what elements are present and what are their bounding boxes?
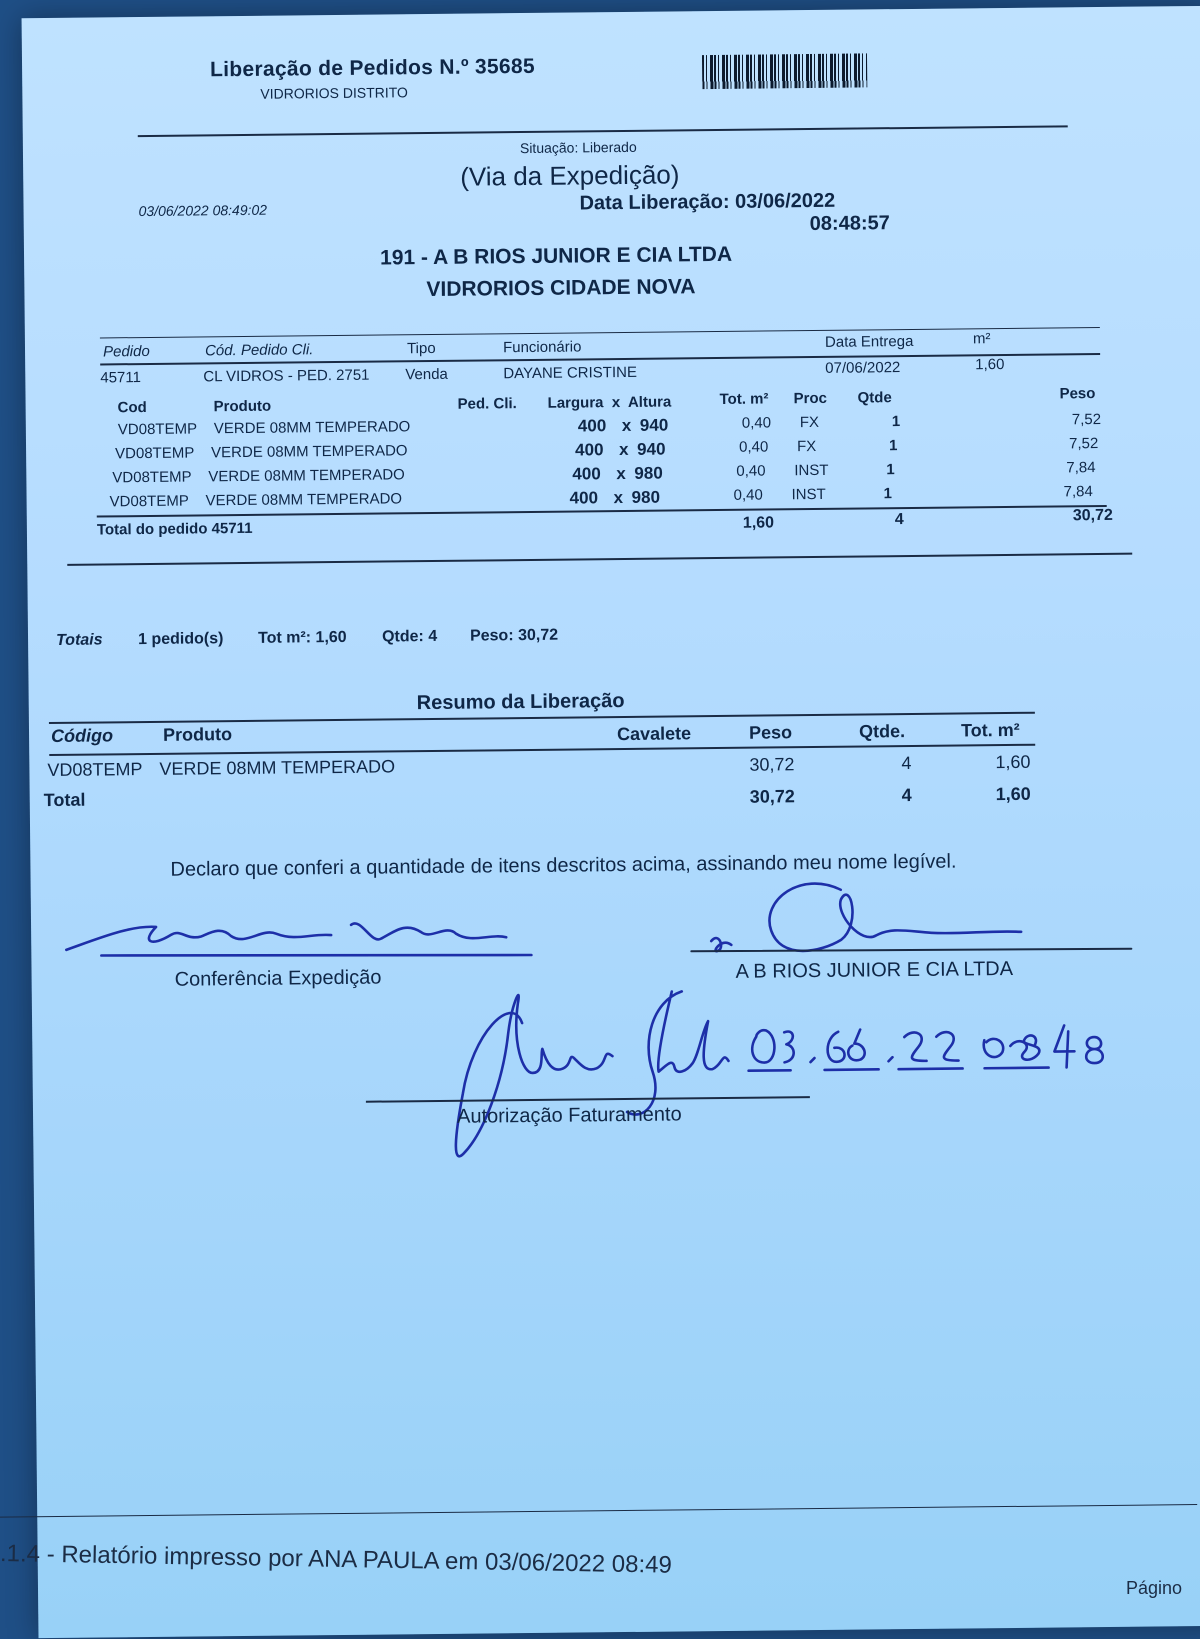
item-produto: VERDE 08MM TEMPERADO	[213, 418, 411, 438]
via-label: (Via da Expedição)	[460, 159, 680, 192]
item-cod: VD08TEMP	[112, 468, 192, 487]
item-tot-m2: 0,40	[741, 414, 772, 432]
resumo-row-qtde: 4	[901, 752, 912, 774]
declaration-text: Declaro que conferi a quantidade de itens descritos acima, assinando meu nome legível.	[170, 850, 957, 881]
hora-liberacao: 08:48:57	[809, 212, 890, 236]
item-produto: VERDE 08MM TEMPERADO	[211, 442, 408, 462]
col-cod: Cod	[117, 398, 147, 417]
item-proc: INST	[791, 485, 826, 504]
order-funcionario: DAYANE CRISTINE	[503, 363, 638, 383]
cliente-label: A B RIOS JUNIOR E CIA LTDA	[735, 957, 1014, 983]
signature-cliente	[691, 867, 1132, 962]
col-m2: m²	[972, 330, 991, 348]
handwritten-date	[748, 1015, 1129, 1079]
item-proc: INST	[794, 461, 829, 480]
item-produto: VERDE 08MM TEMPERADO	[205, 490, 403, 510]
resumo-col-qtde: Qtde.	[858, 721, 906, 742]
item-proc: FX	[799, 413, 820, 432]
resumo-row-codigo: VD08TEMP	[47, 759, 143, 781]
item-proc: FX	[796, 437, 817, 456]
resumo-title: Resumo da Liberação	[416, 689, 625, 715]
col-tipo: Tipo	[406, 339, 436, 358]
item-produto: VERDE 08MM TEMPERADO	[208, 466, 405, 486]
resumo-total-qtde: 4	[901, 784, 912, 806]
printed-timestamp: 03/06/2022 08:49:02	[138, 201, 268, 220]
item-largura: 400	[575, 440, 604, 460]
col-largura-altura: Largura x Altura	[547, 393, 672, 412]
resumo-total-label: Total	[43, 789, 86, 811]
order-total-peso: 30,72	[1072, 506, 1113, 525]
item-qtde: 1	[883, 485, 893, 503]
resumo-col-cavalete: Cavalete	[616, 723, 692, 745]
item-x: x	[618, 439, 629, 460]
col-data-entrega: Data Entrega	[824, 332, 914, 351]
item-largura: 400	[577, 416, 607, 436]
item-altura: 940	[639, 415, 669, 435]
col-tot-m2: Tot. m²	[719, 390, 769, 408]
header-divider	[138, 125, 1068, 137]
section-divider	[67, 553, 1132, 566]
item-cod: VD08TEMP	[109, 492, 189, 511]
client-name: 191 - A B RIOS JUNIOR E CIA LTDA	[379, 242, 733, 270]
item-peso: 7,84	[1063, 483, 1093, 501]
col-ped-cli: Ped. Cli.	[457, 395, 517, 413]
company-short-name: VIDRORIOS DISTRITO	[260, 84, 408, 102]
item-qtde: 1	[891, 413, 901, 431]
item-peso: 7,52	[1071, 410, 1102, 429]
barcode	[702, 53, 867, 89]
document-page	[22, 6, 1200, 1638]
order-tipo: Venda	[405, 365, 448, 384]
order-cod-pedido-cli: CL VIDROS - PED. 2751	[203, 366, 370, 386]
item-cod: VD08TEMP	[117, 420, 198, 439]
item-x: x	[621, 415, 632, 436]
item-largura: 400	[569, 488, 599, 508]
resumo-header-line	[49, 744, 1035, 756]
col-pedido: Pedido	[102, 342, 150, 361]
order-total-m2: 1,60	[742, 514, 775, 532]
item-altura: 980	[634, 463, 663, 483]
item-qtde: 1	[888, 437, 898, 455]
col-funcionario: Funcionário	[502, 338, 582, 357]
resumo-row-produto: VERDE 08MM TEMPERADO	[159, 756, 396, 779]
item-tot-m2: 0,40	[738, 438, 769, 456]
col-qtde: Qtde	[857, 389, 892, 407]
resumo-total-tot-m2: 1,60	[995, 783, 1031, 805]
resumo-row-peso: 30,72	[749, 754, 795, 775]
signature-conferencia	[61, 903, 522, 968]
item-peso: 7,84	[1066, 459, 1096, 477]
col-produto: Produto	[213, 397, 272, 416]
item-peso: 7,52	[1068, 435, 1099, 453]
resumo-total-peso: 30,72	[749, 786, 795, 807]
item-qtde: 1	[886, 461, 895, 479]
totais-tot-m2: Tot m²: 1,60	[257, 628, 347, 647]
order-m2: 1,60	[975, 356, 1005, 374]
signature-autorizacao	[412, 971, 734, 1174]
item-altura: 980	[631, 487, 661, 507]
client-store: VIDRORIOS CIDADE NOVA	[426, 275, 696, 302]
footer-line	[0, 1504, 1197, 1518]
item-tot-m2: 0,40	[733, 486, 763, 504]
resumo-col-produto: Produto	[162, 724, 233, 745]
resumo-col-codigo: Código	[50, 725, 114, 747]
resumo-col-peso: Peso	[748, 722, 793, 743]
footer-text: .1.4 - Relatório impresso por ANA PAULA em 03/06/2022 08:49	[0, 1540, 673, 1579]
resumo-col-tot-m2: Tot. m²	[960, 719, 1020, 741]
order-data-entrega: 07/06/2022	[825, 359, 901, 377]
order-total-qtde: 4	[894, 511, 904, 529]
totais-peso: Peso: 30,72	[469, 626, 559, 645]
autorizacao-label: Autorização Faturamento	[456, 1103, 682, 1128]
col-peso: Peso	[1059, 385, 1096, 403]
item-altura: 940	[636, 439, 666, 459]
order-table-top-line	[100, 327, 1100, 338]
item-x: x	[616, 463, 626, 484]
situacao-label: Situação: Liberado	[519, 138, 637, 157]
col-cod-pedido-cli: Cód. Pedido Cli.	[204, 341, 314, 360]
item-cod: VD08TEMP	[115, 444, 195, 463]
totais-pedidos: 1 pedido(s)	[137, 630, 224, 649]
resumo-row-tot-m2: 1,60	[995, 751, 1031, 773]
footer-page-label: Págino	[1126, 1578, 1183, 1598]
totais-label: Totais	[55, 631, 103, 649]
order-pedido: 45711	[100, 369, 142, 387]
data-liberacao: Data Liberação: 03/06/2022	[579, 189, 836, 215]
totais-qtde: Qtde: 4	[381, 627, 438, 646]
order-total-label: Total do pedido 45711	[96, 519, 253, 539]
document-title: Liberação de Pedidos N.º 35685	[209, 54, 536, 82]
item-tot-m2: 0,40	[736, 462, 766, 480]
item-x: x	[613, 488, 624, 508]
item-largura: 400	[572, 464, 601, 484]
col-proc: Proc	[793, 389, 828, 408]
conferencia-label: Conferência Expedição	[174, 966, 382, 991]
